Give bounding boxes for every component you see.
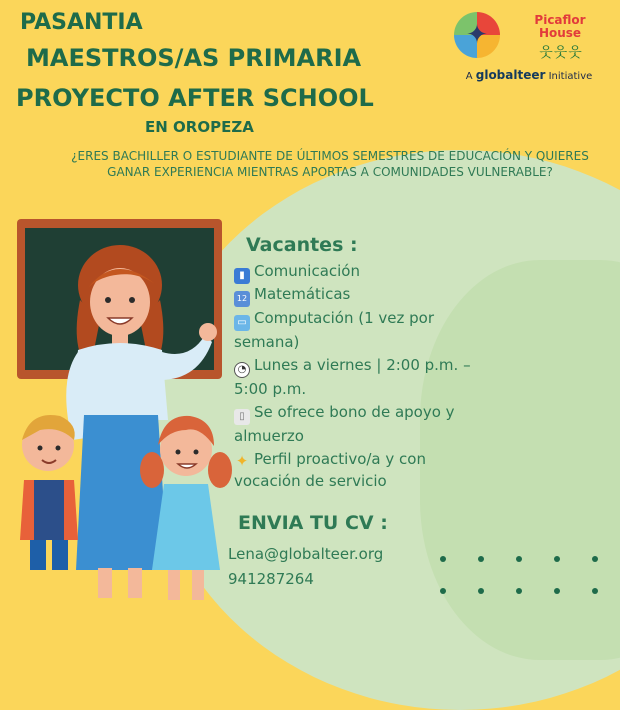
question-text: ¿ERES BACHILLER O ESTUDIANTE DE ÚLTIMOS SEMESTRES DE EDUCACIÓN Y QUIERES GANAR EXPERIENCIA MIENTRAS APORTAS A COMUNIDADES VULNERABLE?: [71, 149, 589, 179]
picaflor-logo: [448, 8, 608, 88]
hummingbird-icon: ✦: [466, 20, 488, 50]
title-proyecto: PROYECTO AFTER SCHOOL: [16, 84, 374, 112]
sparkle-icon: ✦: [235, 452, 249, 470]
title-pasantia: PASANTIA: [20, 10, 143, 35]
vacante-item-comunicacion: ▮ Comunicación: [234, 260, 504, 284]
book-icon: ▮: [234, 268, 250, 284]
vacante-item-perfil: ✦ Perfil proactivo/a y con vocación de servicio: [234, 450, 426, 490]
logo-people-icon: 웃웃웃: [539, 45, 583, 61]
vacante-item-matematicas: 12 Matemáticas: [234, 283, 504, 307]
vacante-item-horario: ◔ Lunes a viernes | 2:00 p.m. – 5:00 p.m.: [234, 356, 471, 398]
title-location: EN OROPEZA: [145, 118, 254, 136]
numbers-icon: 12: [234, 291, 250, 307]
vacantes-title: Vacantes :: [246, 234, 358, 256]
title-maestros: MAESTROS/AS PRIMARIA: [26, 44, 362, 72]
food-icon: ▯: [234, 409, 250, 425]
contact-email[interactable]: Lena@globalteer.org: [228, 545, 384, 563]
logo-tagline: A globalteer Initiative: [465, 68, 593, 82]
envia-cv-title: ENVIA TU CV :: [238, 512, 388, 534]
vacante-item-computacion: ▭ Computación (1 vez por semana): [234, 309, 435, 351]
teacher-illustration: [0, 240, 232, 607]
contact-phone[interactable]: 941287264: [228, 570, 314, 588]
laptop-icon: ▭: [234, 315, 250, 331]
decorative-dots: [438, 548, 608, 608]
clock-icon: ◔: [234, 362, 250, 378]
logo-name: Picaflor House: [534, 13, 586, 40]
vacante-item-bono: ▯ Se ofrece bono de apoyo y almuerzo: [234, 403, 455, 445]
